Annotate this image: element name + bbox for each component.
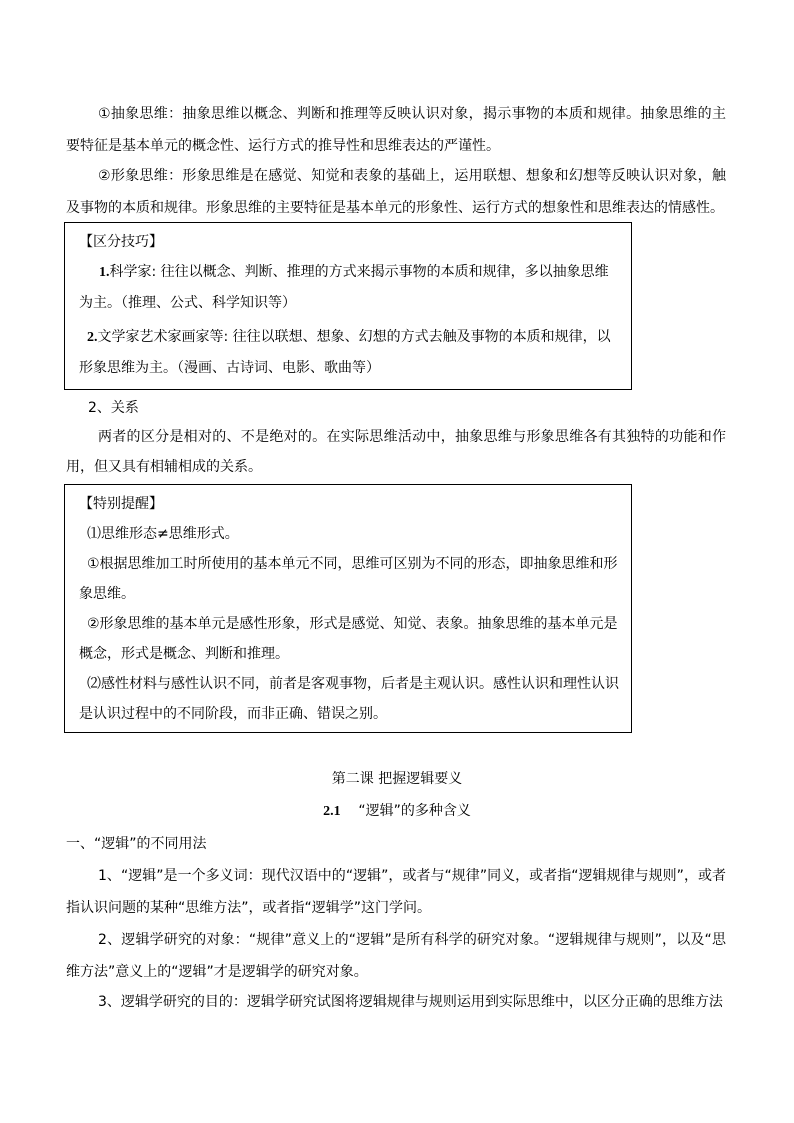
paragraph-abstract-thinking: ①抽象思维：抽象思维以概念、判断和推理等反映认识对象，揭示事物的本质和规律。抽象思维的主要特征是基本单元的概念性、运行方式的推导性和思维表达的严谨性。 [66, 106, 726, 154]
tip-item-text: 文学家艺术家画家等: 往往以联想、想象、幻想的方式去触及事物的本质和规律，以形象思维为主。（漫画、古诗词、电影、歌曲等） [79, 329, 611, 376]
tip-box-distinguish [64, 222, 632, 390]
tip-item-number: 2. [87, 330, 98, 345]
section-title-text: “逻辑”的多种含义 [358, 803, 471, 819]
paragraph-relation: 两者的区分是相对的、不是绝对的。在实际思维活动中，抽象思维与形象思维各有其独特的功能和作用，但又具有相辅相成的关系。 [66, 429, 726, 475]
reminder-box-title: 【特别提醒】 [79, 496, 163, 512]
section-title [0, 796, 794, 827]
reminder-box [64, 484, 632, 733]
tip-item-artist [79, 322, 619, 383]
part-heading: 一、“逻辑”的不同用法 [66, 836, 207, 852]
reminder-line: ②形象思维的基本单元是感性形象，形式是感觉、知觉、表象。抽象思维的基本单元是概念，形式是概念、判断和推理。 [79, 616, 618, 662]
section-heading-relation: 2、关系 [88, 400, 139, 416]
tip-box-title: 【区分技巧】 [79, 234, 163, 250]
reminder-line: ⑵感性材料与感性认识不同，前者是客观事物，后者是主观认识。感性认识和理性认识是认识过程中的不同阶段，而非正确、错误之别。 [79, 676, 619, 722]
tip-item-text: 科学家: 往往以概念、判断、推理的方式来揭示事物的本质和规律，多以抽象思维为主。（推理、公式、科学知识等） [79, 264, 609, 311]
reminder-line: ⑴思维形态≠思维形式。 [87, 526, 239, 542]
lesson-title: 第二课 把握逻辑要义 [331, 771, 463, 787]
tip-item-number: 1. [99, 265, 110, 280]
paragraph-image-thinking: ②形象思维：形象思维是在感觉、知觉和表象的基础上，运用联想、想象和幻想等反映认识对象，触及事物的本质和规律。形象思维的主要特征是基本单元的形象性、运行方式的想象性和思维表达的情感性。 [66, 168, 726, 216]
tip-item-scientist [79, 257, 619, 318]
list-item-1: 1、“逻辑”是一个多义词：现代汉语中的“逻辑”，或者与“规律”同义，或者指“逻辑规律与规则”，或者指认识问题的某种“思维方法”，或者指“逻辑学”这门学问。 [66, 868, 726, 916]
list-item-3: 3、逻辑学研究的目的：逻辑学研究试图将逻辑规律与规则运用到实际思维中，以区分正确的思维方法 [98, 994, 723, 1010]
section-number: 2.1 [323, 804, 341, 819]
list-item-2: 2、逻辑学研究的对象：“规律”意义上的“逻辑”是所有科学的研究对象。“逻辑规律与规则”，以及“思维方法”意义上的“逻辑”才是逻辑学的研究对象。 [66, 932, 726, 980]
reminder-line: ①根据思维加工时所使用的基本单元不同，思维可区别为不同的形态，即抽象思维和形象思维。 [79, 556, 618, 602]
